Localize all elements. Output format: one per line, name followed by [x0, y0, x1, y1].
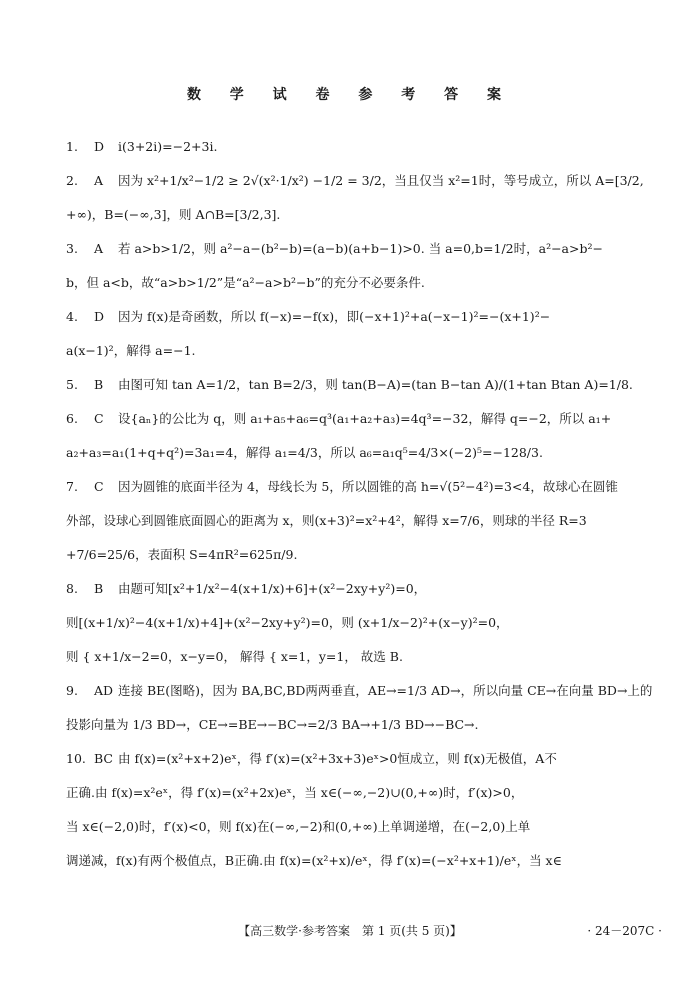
answer-text: 由题可知[x²+1/x²−4(x+1/x)+6]+(x²−2xy+y²)=0，	[118, 581, 427, 596]
page-title: 数 学 试 卷 参 考 答 案	[186, 87, 514, 103]
answer-text: 由图可知 tan A=1/2，tan B=2/3，则 tan(B−A)=(tan B−tan A)/(1+tan Btan A)=1/8.	[118, 377, 633, 392]
answer-text: a₂+a₃=a₁(1+q+q²)=3a₁=4，解得 a₁=4/3，所以 a₆=a₁q⁵=4/3×(−2)⁵=−128/3.	[66, 445, 543, 460]
answer-line	[66, 470, 656, 504]
answer-line	[66, 640, 656, 674]
answer-text: a(x−1)²，解得 a=−1.	[66, 343, 196, 358]
answer-text: 外部，设球心到圆锥底面圆心的距离为 x，则(x+3)²=x²+4²，解得 x=7/6，则球的半径 R=3	[66, 513, 587, 528]
answer-text: 若 a>b>1/2，则 a²−a−(b²−b)=(a−b)(a+b−1)>0. 当 a=0,b=1/2时，a²−a>b²−	[118, 241, 603, 256]
answer-line	[66, 674, 656, 708]
answer-text: 正确.由 f(x)=x²eˣ，得 f′(x)=(x²+2x)eˣ，当 x∈(−∞,−2)∪(0,+∞)时，f′(x)>0，	[66, 785, 524, 800]
answer-item	[66, 368, 656, 402]
answer-item	[66, 130, 656, 164]
answer-number: 2.	[66, 173, 78, 188]
answer-text: 调递减，f(x)有两个极值点，B正确.由 f(x)=(x²+x)/eˣ，得 f′(x)=(−x²+x+1)/eˣ，当 x∈	[66, 853, 562, 868]
answer-text: 当 x∈(−2,0)时，f′(x)<0，则 f(x)在(−∞,−2)和(0,+∞)上单调递增，在(−2,0)上单	[66, 819, 531, 834]
answer-line	[66, 266, 656, 300]
answer-number: 7.	[66, 479, 78, 494]
answer-item	[66, 470, 656, 572]
answer-item	[66, 232, 656, 300]
answer-text: 连接 BE(图略)，因为 BA,BC,BD两两垂直，AE→=1/3 AD→，所以向量 CE→在向量 BD→上的	[118, 683, 653, 698]
answer-line	[66, 708, 656, 742]
answer-line	[66, 538, 656, 572]
answer-item	[66, 742, 656, 878]
answer-choice: B	[94, 581, 104, 596]
answer-number: 9.	[66, 683, 78, 698]
answer-line	[66, 402, 656, 436]
answer-line	[66, 742, 656, 776]
answer-choice: AD	[94, 683, 114, 698]
answer-choice: BC	[94, 751, 113, 766]
answer-list	[66, 130, 656, 878]
answer-choice: A	[94, 173, 104, 188]
footer-code: · 24－207C ·	[587, 924, 662, 938]
answer-line	[66, 198, 656, 232]
answer-number: 8.	[66, 581, 78, 596]
answer-item	[66, 300, 656, 368]
answer-text: +∞)，B=(−∞,3]，则 A∩B=[3/2,3].	[66, 207, 281, 222]
answer-item	[66, 164, 656, 232]
answer-text: 因为 f(x)是奇函数，所以 f(−x)=−f(x)，即(−x+1)²+a(−x−1)²=−(x+1)²−	[118, 309, 551, 324]
answer-line	[66, 164, 656, 198]
answer-line	[66, 606, 656, 640]
answer-number: 10.	[66, 751, 86, 766]
answer-text: +7/6=25/6，表面积 S=4πR²=625π/9.	[66, 547, 298, 562]
answer-choice: A	[94, 241, 104, 256]
answer-line	[66, 504, 656, 538]
answer-line	[66, 368, 656, 402]
answer-number: 1.	[66, 139, 78, 154]
answer-choice: C	[94, 479, 104, 494]
answer-number: 4.	[66, 309, 78, 324]
answer-text: 由 f(x)=(x²+x+2)eˣ，得 f′(x)=(x²+3x+3)eˣ>0恒成立，则 f(x)无极值，A不	[118, 751, 557, 766]
answer-line	[66, 810, 656, 844]
answer-line	[66, 130, 656, 164]
answer-text: 设{aₙ}的公比为 q，则 a₁+a₅+a₆=q³(a₁+a₂+a₃)=4q³=−32，解得 q=−2，所以 a₁+	[118, 411, 612, 426]
answer-choice: D	[94, 139, 105, 154]
answer-text: 投影向量为 1/3 BD→，CE→=BE→−BC→=2/3 BA→+1/3 BD→−BC→.	[66, 717, 479, 732]
answer-number: 3.	[66, 241, 78, 256]
answer-line	[66, 300, 656, 334]
answer-text: i(3+2i)=−2+3i.	[118, 139, 218, 154]
answer-item	[66, 402, 656, 470]
answer-line	[66, 334, 656, 368]
footer-page-info: 【高三数学·参考答案 第 1 页(共 5 页)】	[238, 924, 462, 938]
answer-choice: B	[94, 377, 104, 392]
answer-text: 因为 x²+1/x²−1/2 ≥ 2√(x²·1/x²) −1/2 = 3/2，当且仅当 x²=1时，等号成立，所以 A=[3/2,	[118, 173, 644, 188]
answer-number: 6.	[66, 411, 78, 426]
answer-choice: C	[94, 411, 104, 426]
answer-text: b，但 a<b，故“a>b>1/2”是“a²−a>b²−b”的充分不必要条件.	[66, 275, 425, 290]
answer-line	[66, 844, 656, 878]
answer-line	[66, 436, 656, 470]
answer-line	[66, 776, 656, 810]
answer-line	[66, 232, 656, 266]
answer-line	[66, 572, 656, 606]
answer-text: 则 { x+1/x−2=0，x−y=0， 解得 { x=1，y=1， 故选 B.	[66, 649, 403, 664]
answer-number: 5.	[66, 377, 78, 392]
answer-item	[66, 674, 656, 742]
answer-text: 则[(x+1/x)²−4(x+1/x)+4]+(x²−2xy+y²)=0，则 (x+1/x−2)²+(x−y)²=0，	[66, 615, 509, 630]
answer-choice: D	[94, 309, 105, 324]
answer-item	[66, 572, 656, 674]
answer-text: 因为圆锥的底面半径为 4，母线长为 5，所以圆锥的高 h=√(5²−4²)=3<4，故球心在圆锥	[118, 479, 618, 494]
